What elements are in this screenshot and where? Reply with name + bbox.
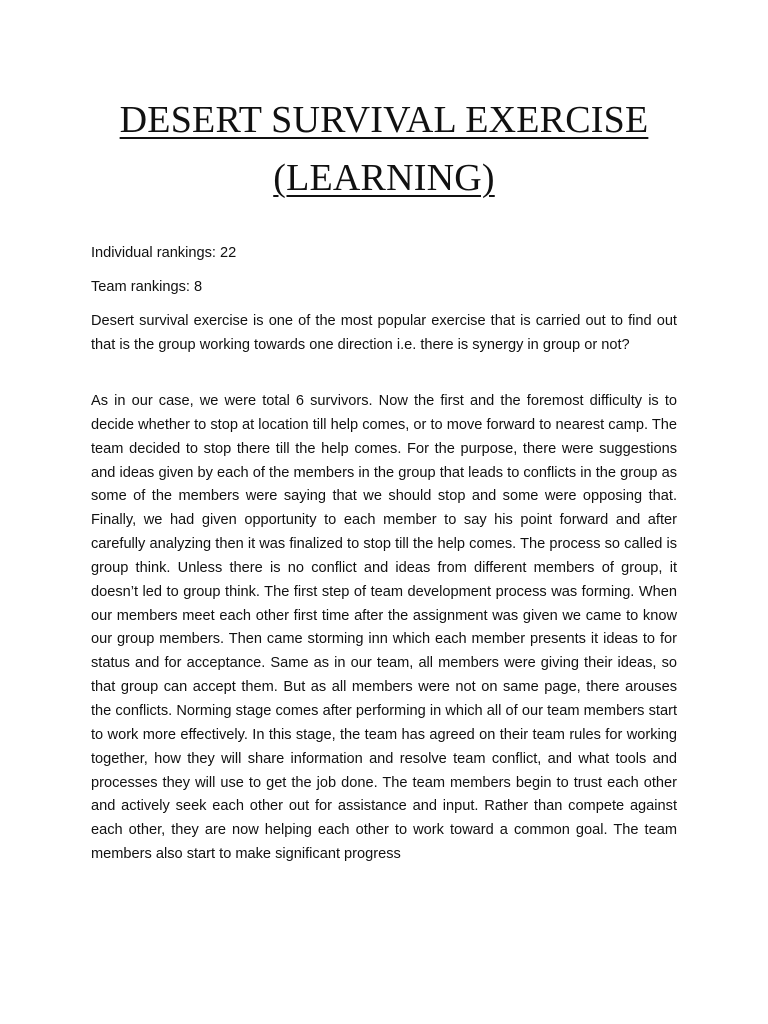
individual-rankings-label: Individual rankings:	[91, 245, 216, 261]
document-title-line-1: DESERT SURVIVAL EXERCISE	[119, 99, 649, 141]
paragraph-intro: Desert survival exercise is one of the most popular exercise that is carried out to find out that is the group working towards one direction i.e. there is synergy in group or not?	[91, 313, 677, 353]
team-rankings-label: Team rankings:	[91, 279, 190, 295]
team-rankings	[91, 277, 677, 297]
document-title-line-2: (LEARNING)	[273, 157, 495, 199]
individual-rankings-value: 22	[220, 245, 237, 261]
team-rankings-value: 8	[194, 279, 203, 295]
individual-rankings	[91, 243, 677, 263]
paragraph-team-development: As in our case, we were total 6 survivors. Now the first and the foremost difficulty is to decide whether to stop at location till help comes, or to move forward to nearest camp. The team decided to stop there till the help comes. For the purpose, there were suggestions and ideas given by each of the members in the group that leads to conflicts in the group as some of the members were saying that we should stop and some were opposing that. Finally, we had given opportunity to each member to say his point forward and after carefully analyzing then it was finalized to stop till the help comes. The process so called is group think. Unless there is no conflict and ideas from different members of group, it doesn’t led to group think. The first step of team development process was forming. When our members meet each other first time after the assignment was given we came to know our group members. Then came storming inn which each member presents it ideas to for status and for acceptance. Same as in our team, all members were giving their ideas, so that group can accept them. But as all members were not on same page, there arouses the conflicts. Norming stage comes after performing in which all of our team members start to work more effectively. In this stage, the team has agreed on their team rules for working together, how they will share information and resolve team conflict, and what tools and processes they will use to get the job done. The team members begin to trust each other and actively seek each other out for assistance and input. Rather than compete against each other, they are now helping each other to work toward a common goal. The team members also start to make significant progress	[91, 393, 677, 863]
